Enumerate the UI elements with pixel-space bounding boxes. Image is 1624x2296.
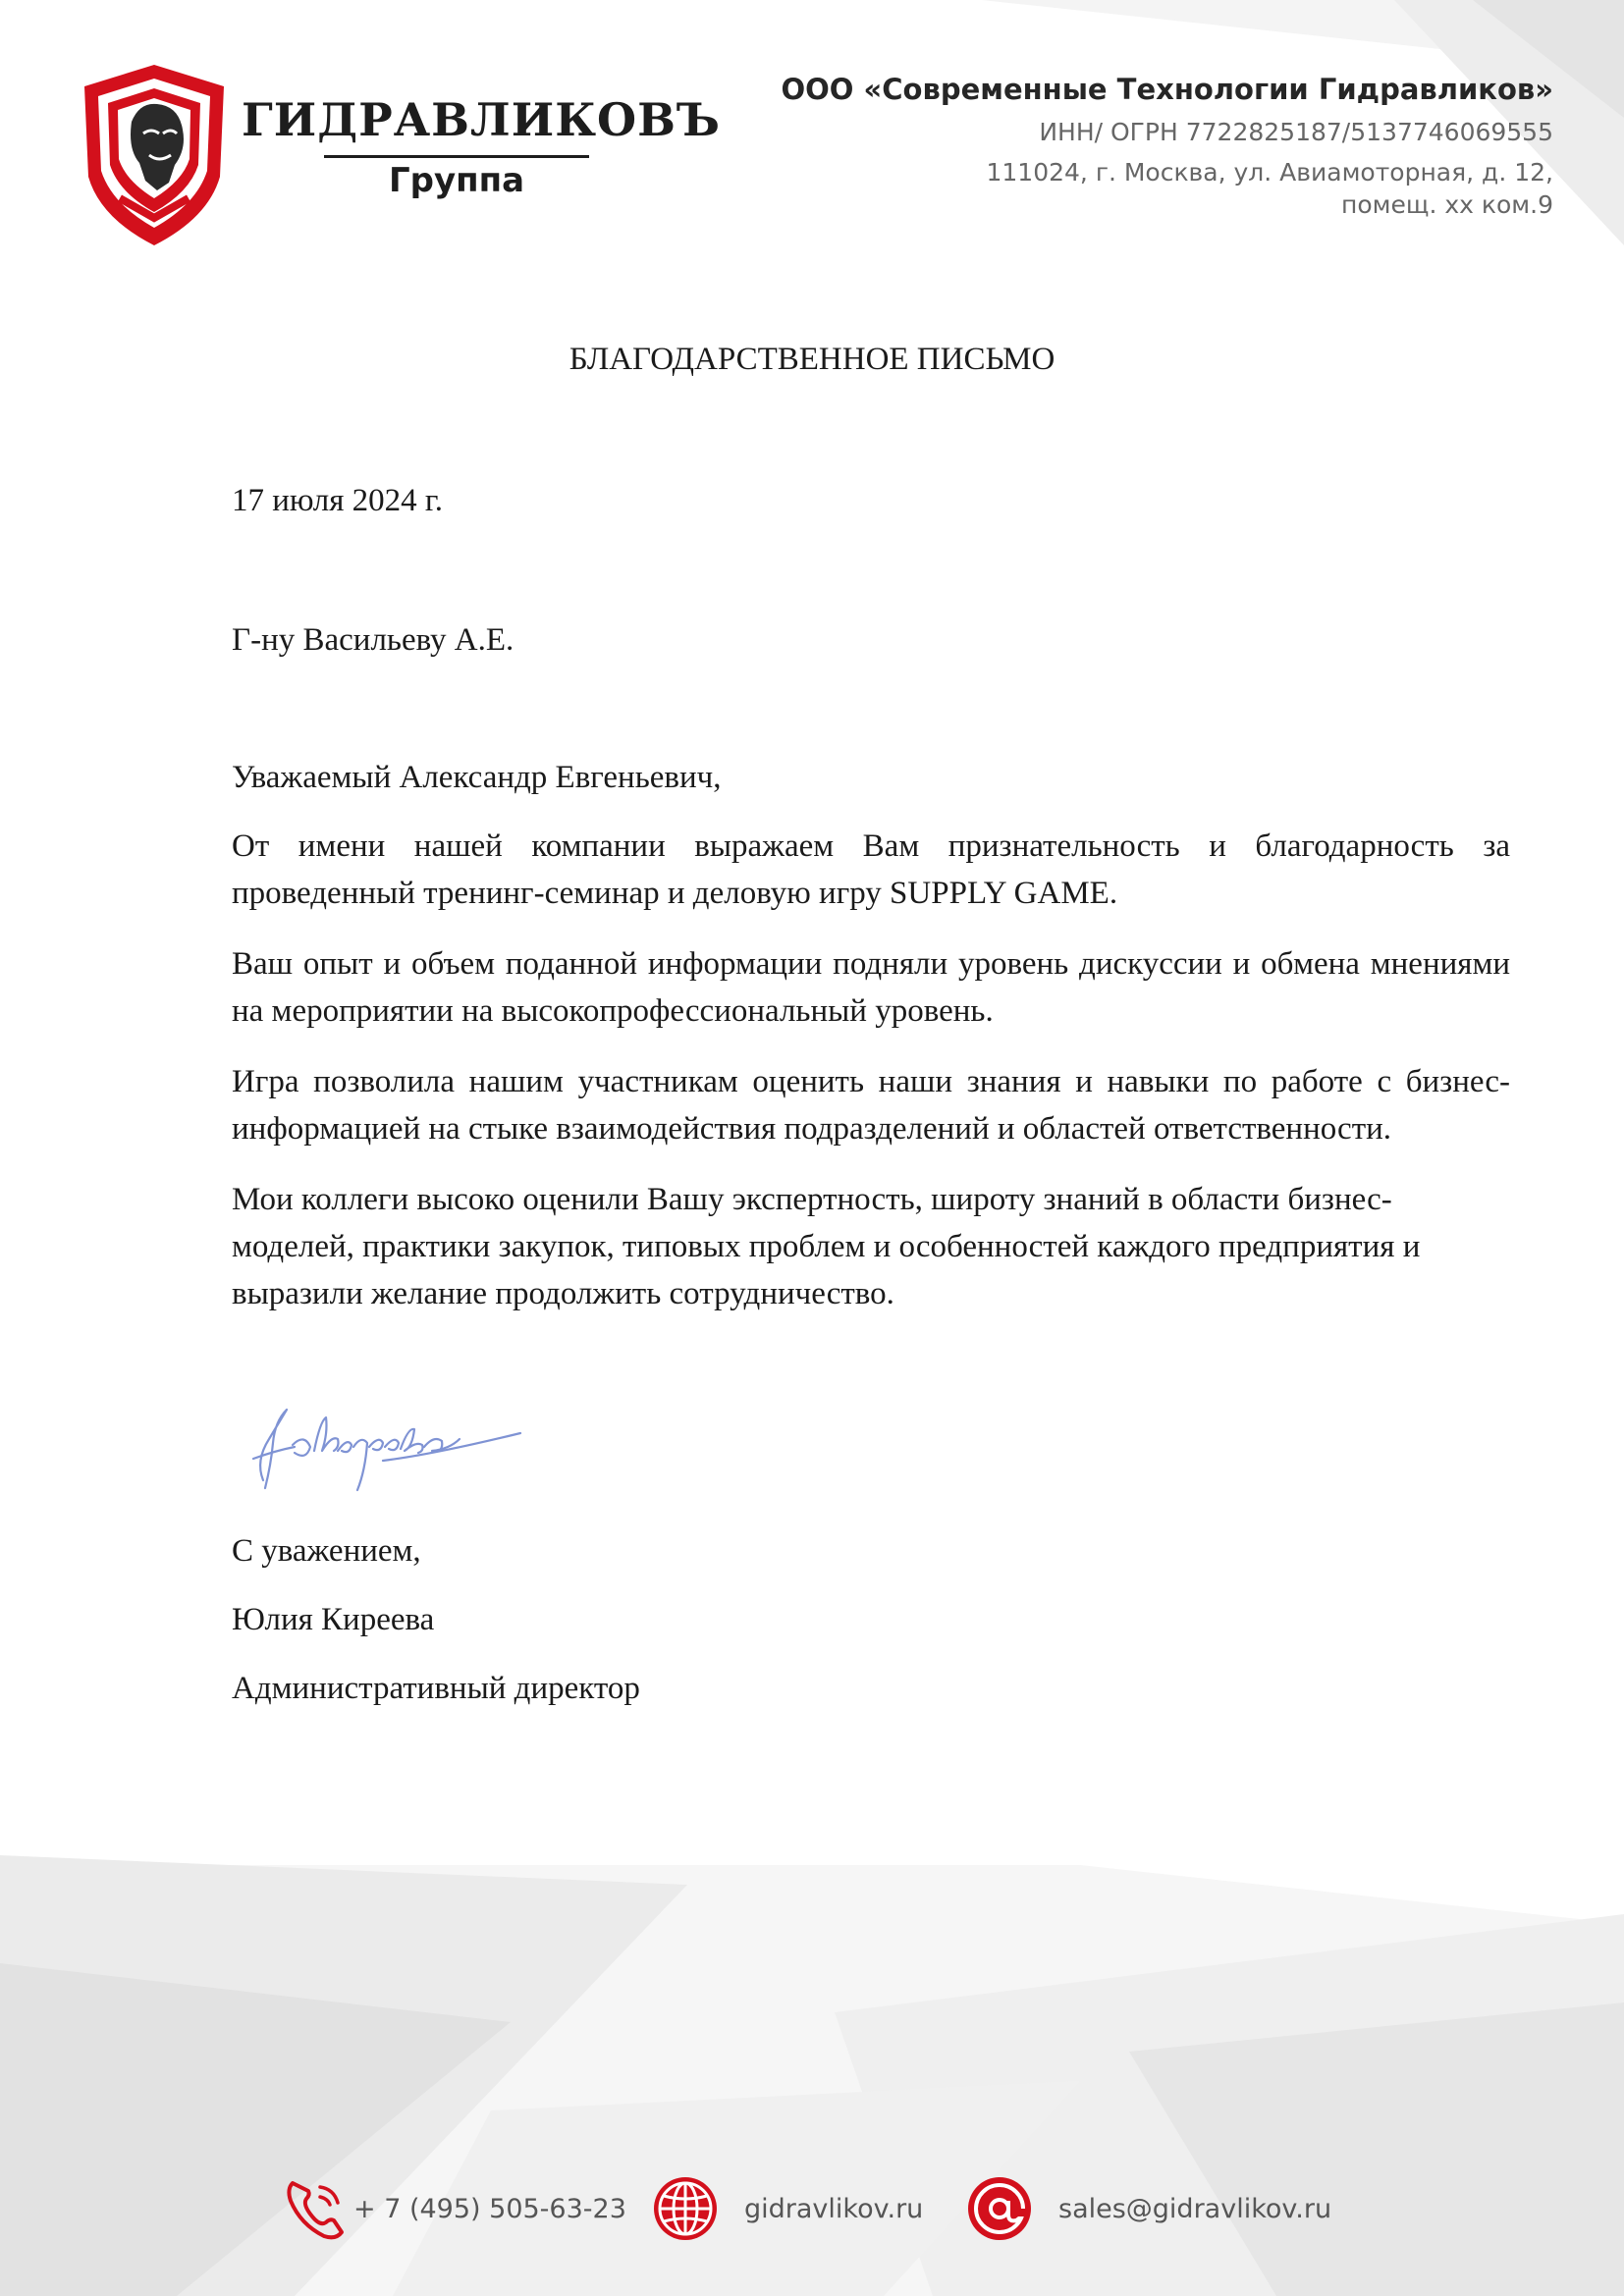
at-icon [962, 2171, 1037, 2246]
lion-shield-icon [81, 61, 228, 249]
company-name: ООО «Современные Технологии Гидравликов» [781, 73, 1553, 106]
letter-addressee: Г-ну Васильеву А.Е. [232, 622, 514, 658]
handwritten-signature [236, 1382, 530, 1500]
letter-closing [232, 1527, 640, 1734]
company-address-line-1: 111024, г. Москва, ул. Авиамоторная, д. 12, [986, 158, 1553, 187]
signer-title: Административный директор [232, 1671, 640, 1706]
logo-subtitle: Группа [389, 161, 525, 200]
footer-email[interactable] [962, 2171, 1331, 2246]
document-title: БЛАГОДАРСТВЕННОЕ ПИСЬМО [568, 342, 1056, 377]
body-paragraph: Мои коллеги высоко оценили Вашу экспертность, широту знаний в области бизнес-моделей, практики закупок, типовых проблем и особенностей каждого предприятия и выразили желание продолжить сотрудничество. [232, 1182, 1421, 1311]
body-paragraph: Ваш опыт и объем поданной информации подняли уровень дискуссии и обмена мнениями на мероприятии на высокопрофессиональный уровень. [232, 946, 1510, 1029]
footer-phone[interactable] [279, 2171, 626, 2246]
company-address-line-2: помещ. хх ком.9 [1341, 190, 1553, 219]
logo-name: ГИДРАВЛИКОВЪ [242, 93, 721, 146]
company-ids: ИНН/ ОГРН 7722825187/5137746069555 [1039, 118, 1553, 146]
letter-body [232, 823, 1510, 1341]
signer-name: Юлия Киреева [232, 1602, 435, 1637]
body-paragraph: Игра позволила нашим участникам оценить наши знания и навыки по работе с бизнес-информацией на стыке взаимодействия подразделений и областей ответственности. [232, 1064, 1510, 1147]
footer-website-text: gidravlikov.ru [744, 2193, 924, 2224]
footer-email-text: sales@gidravlikov.ru [1058, 2193, 1332, 2224]
logo-divider [324, 155, 589, 158]
body-paragraph: От имени нашей компании выражаем Вам признательность и благодарность за проведенный тренинг-семинар и деловую игру SUPPLY GAME. [232, 828, 1510, 911]
footer-website[interactable] [648, 2171, 923, 2246]
closing-phrase: С уважением, [232, 1533, 421, 1569]
phone-icon [279, 2171, 353, 2246]
company-info [781, 73, 1553, 219]
letter-date: 17 июля 2024 г. [232, 483, 443, 518]
letter-greeting: Уважаемый Александр Евгеньевич, [232, 760, 722, 795]
globe-icon [648, 2171, 723, 2246]
footer-phone-text: + 7 (495) 505-63-23 [353, 2193, 626, 2224]
